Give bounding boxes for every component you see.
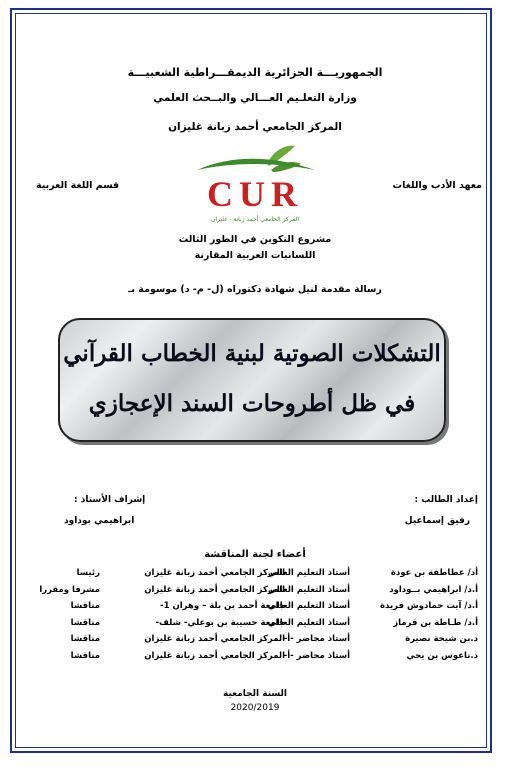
committee-row — [0, 651, 510, 668]
logo-subtitle: المركز الجامعي أحمد زبانة - غليزان — [210, 216, 300, 223]
thesis-title-line-1: التشكلات الصوتية لبنية الخطاب القرآني — [63, 340, 441, 367]
ministry-name: وزارة التعلـيم العـــالي والبــحث العلمي — [153, 92, 357, 104]
member-role: رئيسا — [76, 568, 100, 578]
member-name: أ.د/ ابراهيمي بــوداود — [389, 584, 478, 595]
supervisor-name: ابراهيمي بوداود — [64, 516, 135, 526]
member-role: مناقشا — [70, 601, 100, 612]
thesis-title-box — [58, 318, 446, 442]
university-center-name: المركز الجامعي أحمد زبانة غليزان — [168, 121, 342, 133]
thesis-title-line-2: في ظل أطروحات السند الإعجازي — [88, 390, 416, 417]
member-rank: أستاذ محاضر -أ- — [283, 634, 350, 645]
committee-row — [0, 568, 510, 585]
department-name: قسم اللغة العربية — [36, 180, 120, 191]
member-rank: أستاذ التعليم العالي — [267, 601, 350, 612]
institute-name: معهد الأدب واللغات — [392, 180, 482, 191]
member-institution: جامعة حسيبة بن بوعلي- شلف- — [155, 617, 285, 628]
specialty-name: اللسانيات العربية المقارنة — [194, 250, 316, 261]
member-role: مشرفا ومقررا — [39, 584, 100, 595]
member-name: أد/ عطاطفة بن عودة — [390, 568, 478, 578]
thesis-intro: رسالة مقدمة لنيل شهادة دكتوراه (ل- م- د) موسومة بـ — [128, 284, 382, 295]
supervisor-label: إشراف الأستاذ : — [74, 495, 146, 505]
committee-row — [0, 618, 510, 635]
committee-row — [0, 634, 510, 651]
member-institution: المركز الجامعي أحمد زبانة غليزان — [144, 584, 285, 595]
member-name: د.بن شيحة نصيرة — [405, 634, 478, 645]
member-rank: أستاذ التعليم العالي — [267, 584, 350, 595]
member-rank: أستاذ محاضر -أ- — [283, 650, 350, 661]
committee-table — [0, 568, 510, 668]
academic-year-label: السنة الجامعية — [222, 689, 287, 699]
member-institution: المركز الجامعي أحمد زبانة غليزان — [144, 650, 285, 661]
member-institution: جامعة أحمد بن بلة – وهران 1- — [160, 601, 285, 612]
member-role: مناقشا — [70, 650, 100, 661]
member-name: أ.د/ آيت حمادوش فريدة — [380, 601, 478, 612]
committee-row — [0, 601, 510, 618]
logo-letters: CUR — [207, 174, 303, 214]
student-name: رفيق إسماعيل — [404, 516, 470, 526]
republic-name: الجمهوريـــة الجزائرية الديمقـــراطية الشعبيـــة — [127, 66, 383, 79]
student-label: إعداد الطالب : — [414, 495, 478, 505]
academic-year-value: 2020/2019 — [230, 703, 280, 713]
member-rank: أستاذ التعليم العالي — [267, 617, 350, 628]
program-name: مشروع التكوين في الطور الثالث — [178, 234, 332, 245]
member-name: أ.د/ طـاطة بن قرماز — [393, 617, 478, 628]
committee-row — [0, 585, 510, 602]
member-rank: أستاذ التعليم العالي — [267, 568, 350, 578]
member-role: مناقشا — [70, 634, 100, 645]
member-institution: المركز الجامعي أحمد زبانة غليزان — [144, 634, 285, 645]
member-institution: المركز الجامعي أحمد زبانة غليزان — [144, 568, 285, 578]
committee-title: أعضاء لجنة المناقشة — [204, 549, 306, 560]
member-role: مناقشا — [70, 617, 100, 628]
university-logo — [175, 140, 335, 226]
member-name: د.ناعوس بن يحي — [406, 650, 478, 661]
